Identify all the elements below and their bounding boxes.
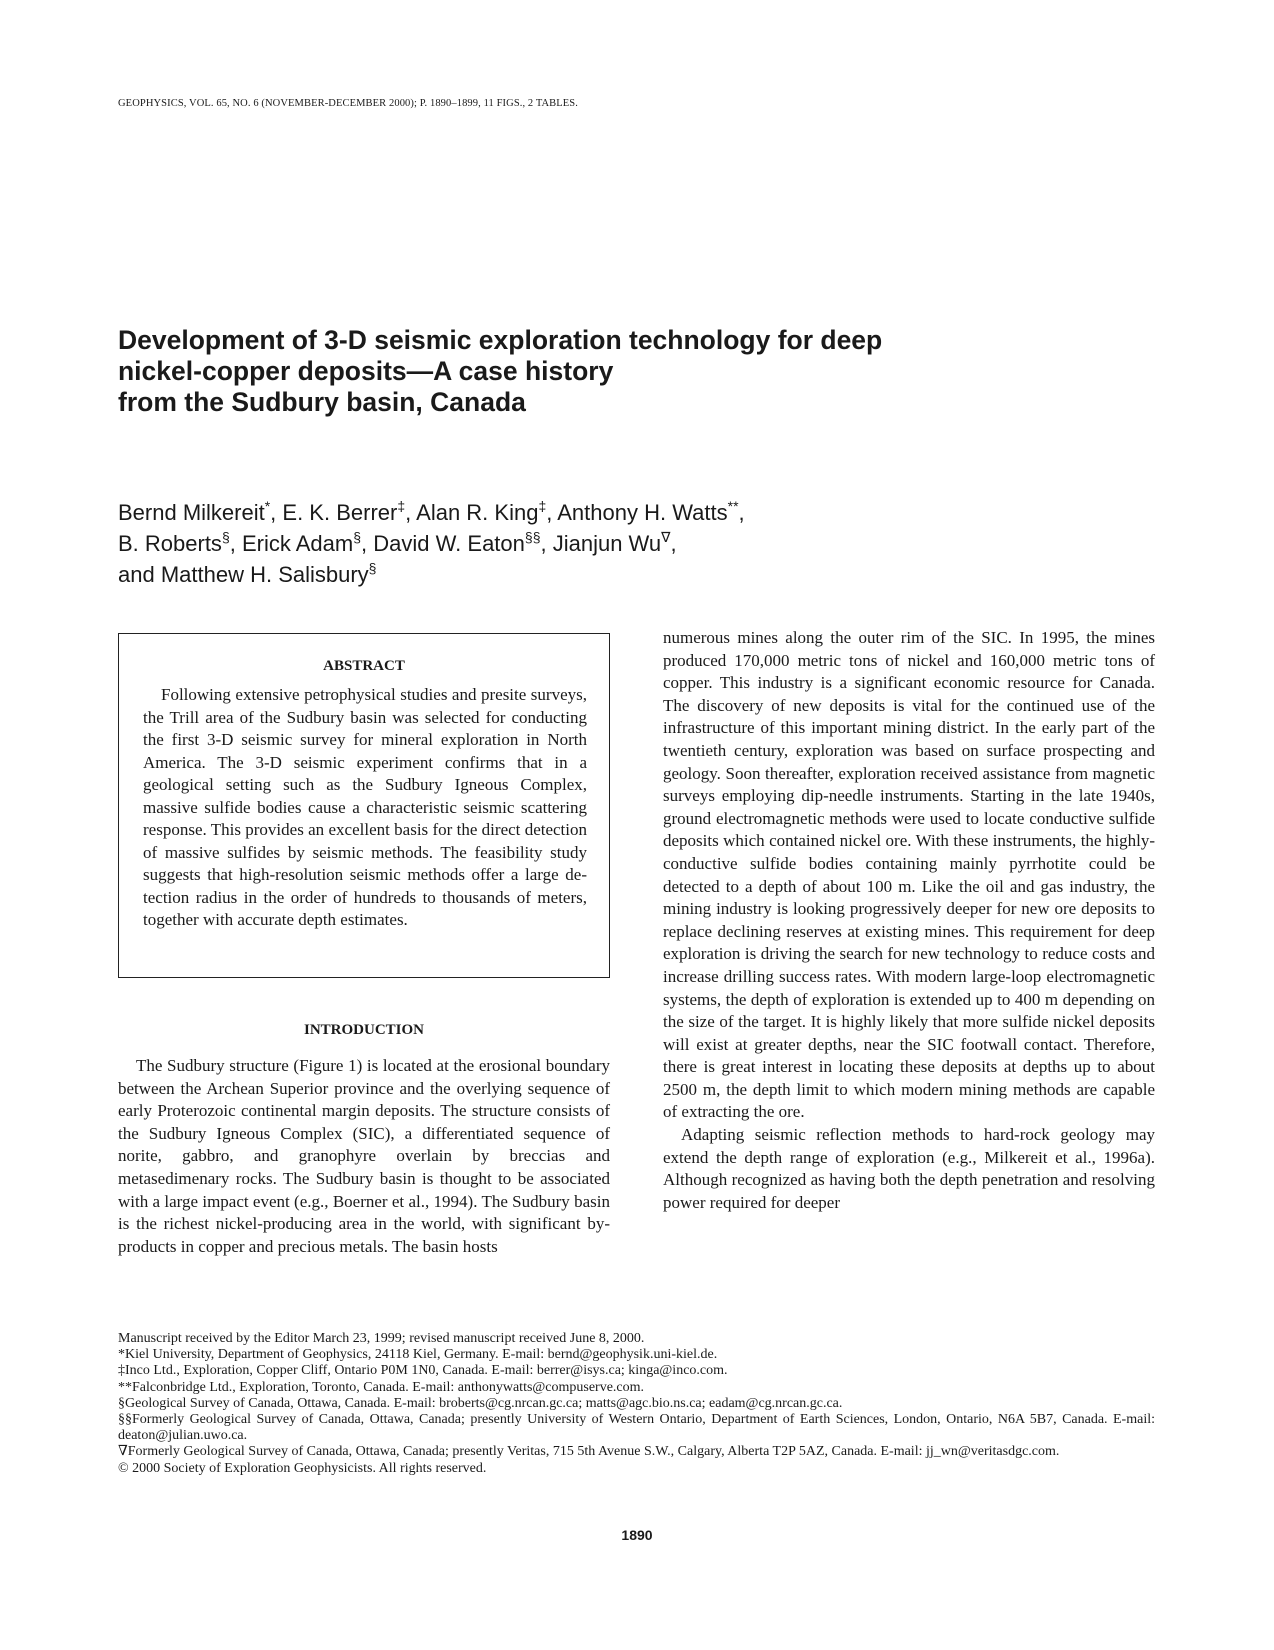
title-line: from the Sudbury basin, Canada	[118, 387, 526, 417]
author-list	[118, 497, 1018, 590]
affiliation-mark: *	[264, 498, 271, 514]
footnotes	[118, 1331, 1155, 1477]
page-number: 1890	[621, 1527, 653, 1543]
author-line	[118, 528, 1018, 559]
author-name: E. K. Berrer	[282, 500, 398, 525]
author-separator: ,	[670, 531, 677, 556]
author-separator: ,	[738, 500, 745, 525]
title-line: nickel-copper deposits—A case history	[118, 356, 614, 386]
running-head: GEOPHYSICS, VOL. 65, NO. 6 (NOVEMBER-DECEMBER 2000); P. 1890–1899, 11 FIGS., 2 TABLES.	[118, 98, 578, 109]
author-line	[118, 497, 1018, 528]
footnote-affiliation: §Geological Survey of Canada, Ottawa, Canada. E-mail: broberts@cg.nrcan.gc.ca; matts@agc.bio.ns.ca; eadam@cg.nrcan.gc.ca.	[118, 1395, 843, 1411]
affiliation-mark: §	[368, 560, 377, 576]
affiliation-mark: §	[221, 529, 230, 545]
author-separator: ,	[540, 531, 553, 556]
affiliation-mark: §§	[524, 529, 541, 545]
author-separator: ,	[270, 500, 283, 525]
affiliation-mark: §	[353, 529, 362, 545]
footnote-manuscript: Manuscript received by the Editor March 23, 1999; revised manuscript received June 8, 2000.	[118, 1331, 645, 1346]
title-line: Development of 3-D seismic exploration technology for deep	[118, 325, 883, 355]
author-name: B. Roberts	[118, 531, 222, 556]
body-paragraph: Adapting seismic reflection methods to hard-rock geology may extend the depth range of exploration (e.g., Milkereit et al., 1996a). Although recognized as having both the depth penetration and resolving power required for deeper	[663, 1125, 1155, 1212]
left-column	[118, 1055, 610, 1258]
footnote-affiliation: ∇Formerly Geological Survey of Canada, Ottawa, Canada; presently Veritas, 715 5th Avenue S.W., Calgary, Alberta T2P 5AZ, Canada. E-mail: jj_wn@veritasdgc.com.	[118, 1444, 1060, 1460]
author-name: and Matthew H. Salisbury	[118, 562, 369, 587]
introduction-heading: INTRODUCTION	[303, 1022, 424, 1038]
author-name: David W. Eaton	[373, 531, 525, 556]
body-paragraph: numerous mines along the outer rim of the SIC. In 1995, the mines produced 170,000 metric tons of nickel and 160,000 metric tons of copper. This industry is a significant economic resource for Canada. The discovery of new deposits is vital for the continued use of the infrastructure of this important mining district. In the early part of the twentieth century, exploration was based on surface prospecting and geology. Soon thereafter, exploration received assistance from magnetic surveys employing dip-needle instruments. Starting in the late 1940s, ground electromagnetic methods were used to locate conductive sulfide deposits which contained nickel ore. With these instruments, the highly-conductive sulfide bodies containing mainly pyrrhotite could be detected to a depth of about 100 m. Like the oil and gas industry, the mining industry is looking progressively deeper for new ore deposits to replace declining reserves at existing mines. This requirement for deep exploration is driving the search for new technology to reduce costs and increase drilling success rates. With modern large-loop electromagnetic systems, the depth of exploration is extended up to 400 m depending on the size of the target. It is highly likely that more sulfide nickel deposits will exist at greater depths, near the SIC footwall contact. Therefore, there is great interest in locating these deposits at depths up to about 2500 m, the depth limit to which modern mining methods are capable of extracting the ore.	[663, 628, 1155, 1122]
paper-title	[118, 325, 1018, 418]
footnote-affiliation: §§Formerly Geological Survey of Canada, Ottawa, Canada; presently University of Western Ontario, Department of Earth Sciences, London, Ontario, N6A 5B7, Canada. E-mail: deaton@julian.uwo.ca.	[118, 1412, 1155, 1444]
footnote-affiliation: *Kiel University, Department of Geophysics, 24118 Kiel, Germany. E-mail: bernd@geophysik.uni-kiel.de.	[118, 1347, 718, 1363]
affiliation-mark: ‡	[538, 498, 547, 514]
author-separator: ,	[361, 531, 374, 556]
author-name: Alan R. King	[416, 500, 539, 525]
right-column	[663, 627, 1155, 1214]
affiliation-mark: ∇	[661, 529, 671, 545]
abstract-text: Following extensive petrophysical studies and presite surveys, the Trill area of the Sudbury basin was selected for conducting the first 3-D seismic survey for mineral exploration in North America. The 3-D seismic experiment confirms that in a geological setting such as the Sudbury Igneous Complex, massive sulfide bodies cause a characteristic seismic scattering response. This provides an excellent basis for the direct detection of massive sulfides by seismic methods. The feasibility study suggests that high-resolution seismic methods offer a large detection radius in the order of hundreds to thousands of meters, together with accurate depth estimates.	[143, 685, 587, 929]
affiliation-mark: ‡	[397, 498, 406, 514]
footnote-copyright: © 2000 Society of Exploration Geophysicists. All rights reserved.	[118, 1460, 487, 1476]
author-name: Anthony H. Watts	[557, 500, 728, 525]
footnote-affiliation: ‡Inco Ltd., Exploration, Copper Cliff, Ontario P0M 1N0, Canada. E-mail: berrer@isys.ca; kinga@inco.com.	[118, 1363, 728, 1379]
abstract-heading: ABSTRACT	[323, 658, 405, 674]
author-separator: ,	[229, 531, 242, 556]
author-line	[118, 559, 1018, 590]
body-paragraph: The Sudbury structure (Figure 1) is located at the erosional boundary between the Archean Superior province and the overlying sequence of early Proterozoic continental margin deposits. The structure consists of the Sudbury Igneous Complex (SIC), a differentiated sequence of norite, gabbro, and granophyre overlain by breccias and metasedimenary rocks. The Sudbury basin is thought to be associated with a large impact event (e.g., Boerner et al., 1994). The Sudbury basin is the richest nickel-producing area in the world, with significant by-products in copper and precious metals. The basin hosts	[118, 1056, 610, 1256]
author-name: Bernd Milkereit	[118, 500, 265, 525]
affiliation-mark: **	[727, 498, 739, 514]
footnote-affiliation: **Falconbridge Ltd., Exploration, Toronto, Canada. E-mail: anthonywatts@compuserve.com.	[118, 1379, 645, 1395]
author-separator: ,	[546, 500, 558, 525]
author-name: Erick Adam	[241, 531, 354, 556]
author-name: Jianjun Wu	[552, 531, 662, 556]
author-separator: ,	[405, 500, 417, 525]
abstract-box	[118, 633, 610, 978]
